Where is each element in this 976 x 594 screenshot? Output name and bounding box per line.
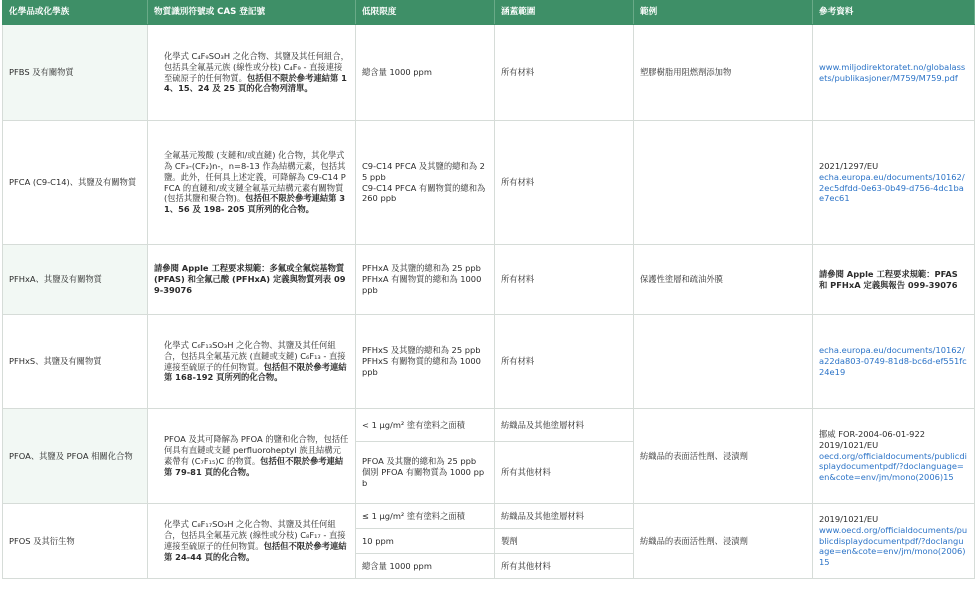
substance-description: 請參閱 Apple 工程要求規範：多氟或全氟烷基物質 (PFAS) 和全氟己酸 (PFHxA) 定義與物質列表 099-39076	[148, 245, 356, 315]
example: 塑膠樹脂用阻燃劑添加物	[634, 25, 813, 121]
reference-link[interactable]: www.oecd.org/officialdocuments/publicdisplaydocumentpdf/?doclanguage=en&cote=env/jm/mono(2006)15	[819, 524, 968, 568]
scope: 紡織品及其他塗層材料	[495, 504, 634, 529]
example: 保護性塗層和疏油外膜	[634, 245, 813, 315]
header-chemical: 化學品或化學族	[3, 1, 148, 25]
chemical-name: PFHxA、其鹽及有關物質	[3, 245, 148, 315]
threshold: ≤ 1 μg/m² 塗有塗料之面積	[356, 504, 495, 529]
example	[634, 315, 813, 409]
table-header-row	[3, 1, 975, 25]
chemical-name: PFHxS、其鹽及有關物質	[3, 315, 148, 409]
header-identifier: 物質識別符號或 CAS 登記號	[148, 1, 356, 25]
threshold: PFHxA 及其鹽的總和為 25 ppb PFHxA 有關物質的總和為 1000 ppb	[356, 245, 495, 315]
threshold: 10 ppm	[356, 529, 495, 554]
threshold: PFOA 及其鹽的總和為 25 ppb 個別 PFOA 有關物質為 1000 ppb	[356, 442, 495, 504]
reference-link[interactable]: www.miljodirektoratet.no/globalassets/publikasjoner/M759/M759.pdf	[819, 61, 966, 83]
table-row	[3, 409, 975, 442]
header-threshold: 低限限度	[356, 1, 495, 25]
table-row	[3, 504, 975, 529]
header-scope: 涵蓋範圍	[495, 1, 634, 25]
table-row	[3, 245, 975, 315]
scope: 所有材料	[495, 245, 634, 315]
example: 紡織品的表面活性劑、浸漬劑	[634, 409, 813, 504]
chemical-name: PFBS 及有關物質	[3, 25, 148, 121]
threshold: C9-C14 PFCA 及其鹽的總和為 25 ppb C9-C14 PFCA 有關物質的總和為 260 ppb	[356, 121, 495, 245]
reference: 2019/1021/EU www.oecd.org/officialdocuments/publicdisplaydocumentpdf/?doclanguage=en&cote=env/jm/mono(2006)15	[813, 504, 975, 579]
regulated-substances-table	[2, 0, 975, 579]
scope: 所有材料	[495, 121, 634, 245]
threshold: 總含量 1000 ppm	[356, 554, 495, 579]
table-row	[3, 121, 975, 245]
threshold: PFHxS 及其鹽的總和為 25 ppb PFHxS 有關物質的總和為 1000 ppb	[356, 315, 495, 409]
scope: 所有其他材料	[495, 554, 634, 579]
reference	[813, 315, 975, 409]
scope: 紡織品及其他塗層材料	[495, 409, 634, 442]
scope: 所有其他材料	[495, 442, 634, 504]
reference	[813, 25, 975, 121]
substance-description: 化學式 C₆F₁₃SO₃H 之化合物、其鹽及其任何組合，包括具全氟基元族 (直鏈或支鏈) C₆F₁₃ - 直接連接至硫原子的任何物質。包括但不限於參考連結第 168-192 頁所列的化合物。	[148, 315, 356, 409]
substance-description: PFOA 及其可降解為 PFOA 的鹽和化合物，包括任何具有直鏈或支鏈 perfluoroheptyl 族且結構元素帶有 (C₇F₁₅)C 的物質。包括但不限於參考連結第 79-81 頁的化合物。	[148, 409, 356, 504]
table-row	[3, 25, 975, 121]
threshold: 總含量 1000 ppm	[356, 25, 495, 121]
reference: 請參閱 Apple 工程要求規範：PFAS 和 PFHxA 定義與報告 099-39076	[813, 245, 975, 315]
reference-link[interactable]: echa.europa.eu/documents/10162/2ec5dfdd-0e63-0b49-d756-4dc1bae7ec61	[819, 171, 965, 204]
example: 紡織品的表面活性劑、浸漬劑	[634, 504, 813, 579]
example	[634, 121, 813, 245]
scope: 製劑	[495, 529, 634, 554]
substance-description: 化學式 C₈F₁₇SO₃H 之化合物、其鹽及其任何組合，包括具全氟基元族 (線性或分枝) C₈F₁₇ - 直接連接至硫原子的任何物質。包括但不限於參考連結第 24-44 頁的化合物。	[148, 504, 356, 579]
chemical-name: PFCA (C9-C14)、其鹽及有關物質	[3, 121, 148, 245]
scope: 所有材料	[495, 315, 634, 409]
reference-link[interactable]: oecd.org/officialdocuments/publicdisplaydocumentpdf/?doclanguage=en&cote=env/jm/mono(2006)15	[819, 450, 967, 483]
threshold: < 1 μg/m² 塗有塗料之面積	[356, 409, 495, 442]
reference: 2021/1297/EU echa.europa.eu/documents/10162/2ec5dfdd-0e63-0b49-d756-4dc1bae7ec61	[813, 121, 975, 245]
substance-description: 全氟基元羧酸 (支鏈和/或直鏈) 化合物，其化學式為 CF₃-(CF₂)n-，n=8-13 作為結構元素，包括其鹽。此外，任何具上述定義，可降解為 C9-C14 PFCA 的直鏈和/或支鏈全氟基元結構元素有關物質 (包括其鹽和聚合物)。包括但不限於參考連結第 31、56 及 198- 205 頁所列的化合物。	[148, 121, 356, 245]
table-row	[3, 315, 975, 409]
reference-link[interactable]: echa.europa.eu/documents/10162/a22da803-0749-81d8-bc6d-ef551fc24e19	[819, 345, 967, 377]
header-reference: 參考資料	[813, 1, 975, 25]
chemical-name: PFOA、其鹽及 PFOA 相關化合物	[3, 409, 148, 504]
substance-description: 化學式 C₄F₉SO₃H 之化合物、其鹽及其任何組合，包括具全氟基元族 (線性或分枝) C₄F₉ - 直接連接至硫原子的任何物質。包括但不限於參考連結第 14、15、24 及 25 頁的化合物列清單。	[148, 25, 356, 121]
reference: 挪威 FOR-2004-06-01-922 2019/1021/EU oecd.org/officialdocuments/publicdisplaydocumentpdf/?doclanguage=en&cote=env/jm/mono(2006)15	[813, 409, 975, 504]
scope: 所有材料	[495, 25, 634, 121]
chemical-name: PFOS 及其衍生物	[3, 504, 148, 579]
header-example: 範例	[634, 1, 813, 25]
